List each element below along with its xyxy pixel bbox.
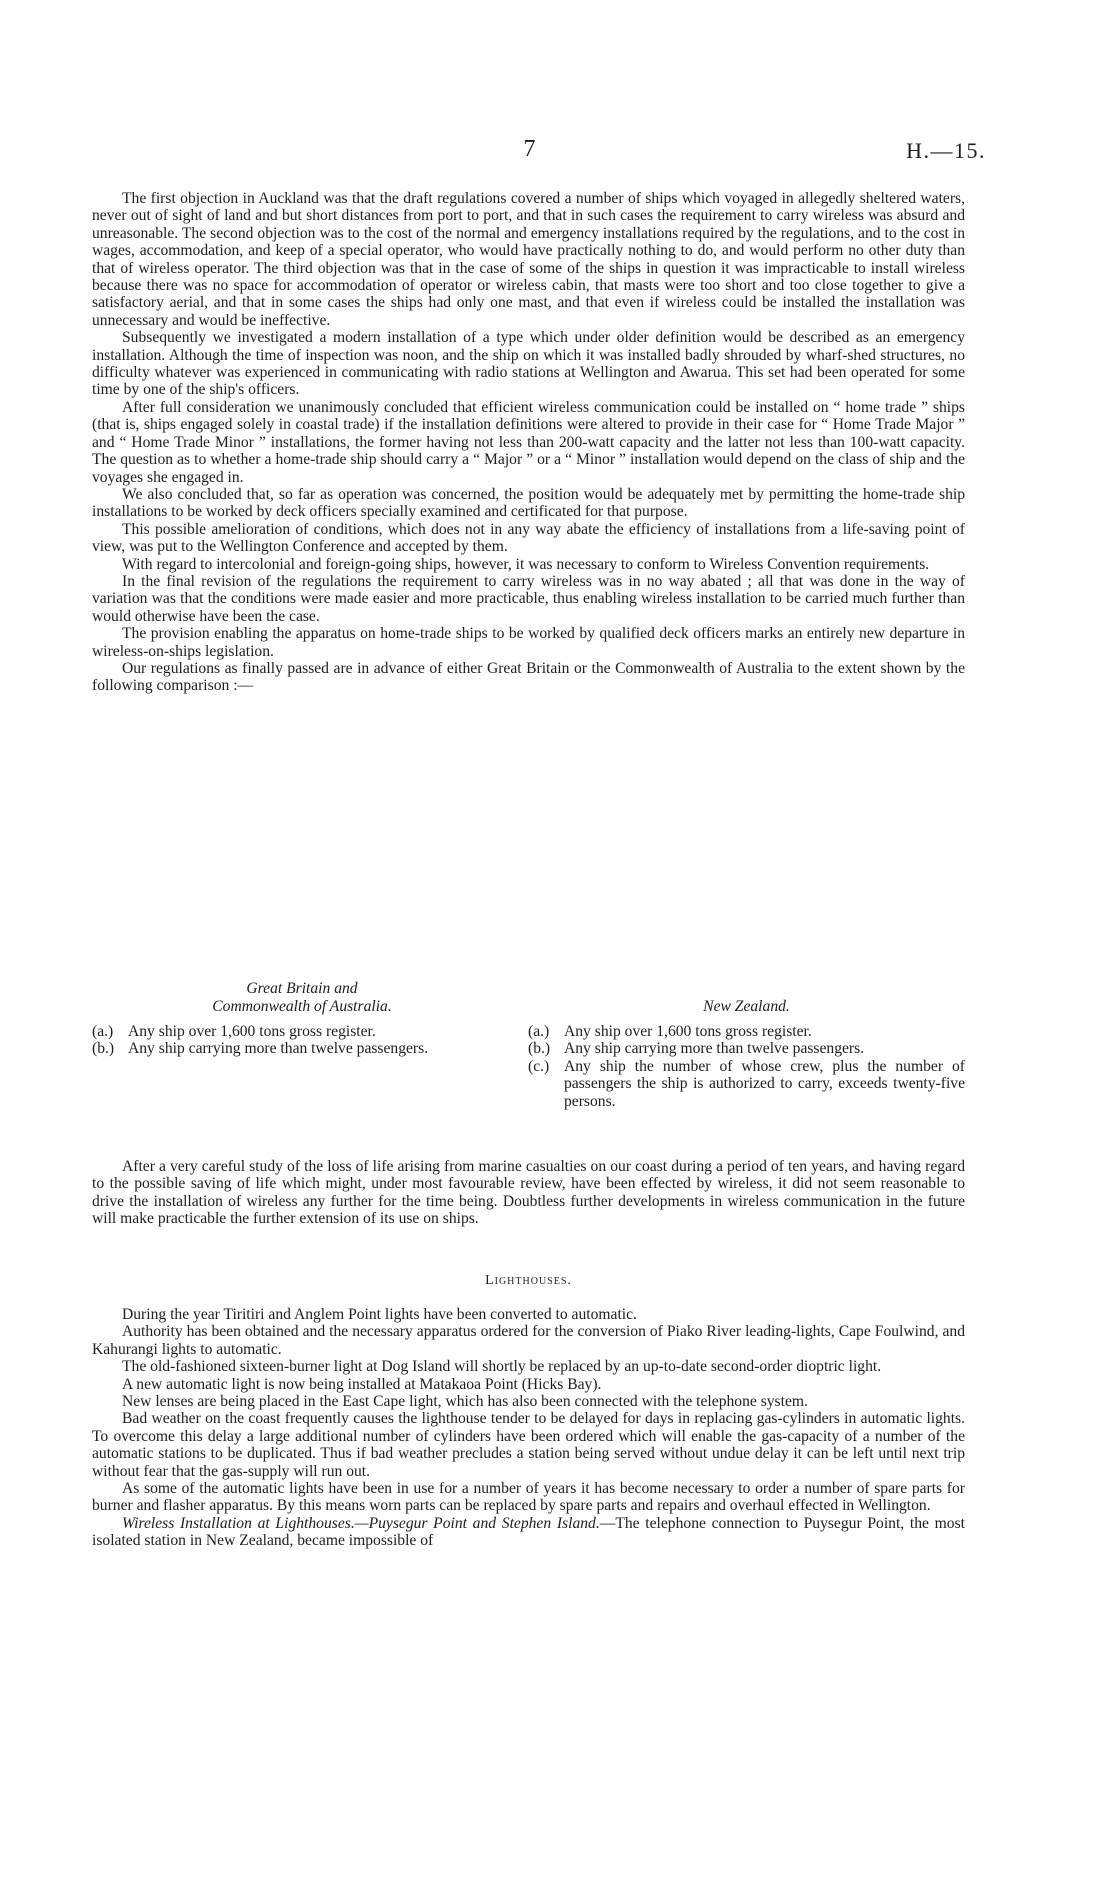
page-number: 7 xyxy=(523,136,537,162)
paragraph: This possible amelioration of conditions, which does not in any way abate the efficiency of installations from a life-saving point of view, was put to the Wellington Conference and accepted by them. xyxy=(92,520,965,556)
comparison-item xyxy=(528,1058,965,1110)
paragraph-lead-italic: Wireless Installation at Lighthouses.—Puysegur Point and Stephen Island. xyxy=(122,1514,600,1532)
comparison-column-new-zealand xyxy=(528,980,965,1110)
paragraph: After full consideration we unanimously concluded that efficient wireless communication could be installed on “ home trade ” ships (that is, ships engaged solely in coastal trade) if the installation definitions were altered to provide in their case for “ Home Trade Major ” and “ Home Trade Minor ” installations, the former having not less than 200-watt capacity and the latter not less than 100-watt capacity. The question as to whether a home-trade ship should carry a “ Major ” or a “ Minor ” installation would depend on the class of ship and the voyages she engaged in. xyxy=(92,398,965,486)
item-text: Any ship over 1,600 tons gross register. xyxy=(128,1023,376,1040)
paragraph: The first objection in Auckland was that the draft regulations covered a number of ships which voyaged in allegedly sheltered waters, never out of sight of land and but short distances from port to port, and that in such cases the requirement to carry wireless was absurd and unreasonable. The second objection was to the cost of the normal and emergency installations required by the regulations, and to the cost in wages, accommodation, and keep of a special operator, who would have practically nothing to do, and would perform no other duty than that of wireless operator. The third objection was that in the case of some of the ships in question it was impracticable to install wireless because there was no space for accommodation of operator or wireless cabin, that masts were too short and too close together to give a satisfactory aerial, and that in some cases the ships had only one mast, and that even if wireless could be installed the installation was unnecessary and would be ineffective. xyxy=(92,190,965,329)
comparison-item xyxy=(528,1040,965,1057)
paragraph: The old-fashioned sixteen-burner light at Dog Island will shortly be replaced by an up-to-date second-order dioptric light. xyxy=(122,1358,882,1376)
item-marker: (a.) xyxy=(528,1023,550,1040)
item-text: Any ship carrying more than twelve passengers. xyxy=(564,1040,865,1058)
comparison-item xyxy=(92,1023,512,1040)
item-marker: (b.) xyxy=(528,1040,551,1058)
paragraph: After a very careful study of the loss of life arising from marine casualties on our coast during a period of ten years, and having regard to the possible saving of life which might, under most favourable review, have been effected by wireless, it did not seem reasonable to drive the installation of wireless any further for the time being. Doubtless further developments in wireless communication in the future will make practicable the further extension of its use on ships. xyxy=(92,1158,965,1228)
section-heading-lighthouses: Lighthouses. xyxy=(485,1273,572,1288)
column-heading-line: Commonwealth of Australia. xyxy=(212,998,392,1015)
comparison-item xyxy=(528,1023,965,1040)
comparison-table xyxy=(92,980,965,1140)
paragraph: During the year Tiritiri and Anglem Point lights have been converted to automatic. xyxy=(122,1306,637,1323)
paragraph: A new automatic light is now being installed at Matakaoa Point (Hicks Bay). xyxy=(122,1375,602,1393)
comparison-column-britain-australia xyxy=(92,980,512,1058)
item-text: Any ship the number of whose crew, plus the number of passengers the ship is authorized to carry, exceeds twenty-five persons. xyxy=(564,1057,965,1110)
paragraph: Bad weather on the coast frequently causes the lighthouse tender to be delayed for days in replacing gas-cylinders in automatic lights. To overcome this delay a large additional number of cylinders have been ordered which will enable the gas-capacity of a number of the automatic stations to be duplicated. Thus if bad weather precludes a station being served without undue delay it can be left until next trip without fear that the gas-supply will run out. xyxy=(92,1410,965,1480)
paragraph: Subsequently we investigated a modern installation of a type which under older definition would be described as an emergency installation. Although the time of inspection was noon, and the ship on which it was installed badly shrouded by wharf-shed structures, no difficulty whatever was experienced in communicating with radio stations at Wellington and Awarua. This set had been operated for some time by one of the ship's officers. xyxy=(92,329,965,399)
paragraph: We also concluded that, so far as operation was concerned, the position would be adequately met by permitting the home-trade ship installations to be worked by deck officers specially examined and certificated for that purpose. xyxy=(92,485,965,521)
paragraph: As some of the automatic lights have been in use for a number of years it has become necessary to order a number of spare parts for burner and flasher apparatus. By this means worn parts can be replaced by spare parts and repairs and overhaul effected in Wellington. xyxy=(92,1480,965,1515)
paragraph: Authority has been obtained and the necessary apparatus ordered for the conversion of Piako River leading-lights, Cape Foulwind, and Kahurangi lights to automatic. xyxy=(92,1323,965,1358)
body-text-lighthouses xyxy=(92,1306,965,1550)
column-heading-line: Great Britain and xyxy=(246,980,358,997)
body-text-conclusion xyxy=(92,1158,965,1228)
item-marker: (c.) xyxy=(528,1057,550,1075)
item-marker: (a.) xyxy=(92,1023,114,1040)
body-text-wireless xyxy=(92,190,965,695)
item-text: Any ship over 1,600 tons gross register. xyxy=(564,1023,812,1040)
column-heading: New Zealand. xyxy=(703,998,790,1015)
paragraph: With regard to intercolonial and foreign-going ships, however, it was necessary to conform to Wireless Convention requirements. xyxy=(122,555,930,573)
paragraph-wireless-lighthouses xyxy=(92,1515,965,1550)
comparison-item xyxy=(92,1040,512,1057)
paragraph: In the final revision of the regulations the requirement to carry wireless was in no way abated ; all that was done in the way of variation was that the conditions were made easier and more practicable, thus enabling wireless installation to be carried much further than would otherwise have been the case. xyxy=(92,572,965,625)
paragraph: New lenses are being placed in the East Cape light, which has also been connected with the telephone system. xyxy=(122,1393,808,1411)
paragraph: Our regulations as finally passed are in advance of either Great Britain or the Commonwealth of Australia to the extent shown by the following comparison :— xyxy=(92,659,965,695)
paragraph-text: —The telephone connection to Puysegur Point, the most isolated station in New Zealand, became impossible of xyxy=(92,1514,965,1550)
paragraph: The provision enabling the apparatus on home-trade ships to be worked by qualified deck officers marks an entirely new departure in wireless-on-ships legislation. xyxy=(92,625,965,660)
document-reference: H.—15. xyxy=(906,138,986,163)
item-marker: (b.) xyxy=(92,1040,115,1058)
item-text: Any ship carrying more than twelve passengers. xyxy=(128,1040,429,1058)
column-heading xyxy=(92,980,512,1016)
